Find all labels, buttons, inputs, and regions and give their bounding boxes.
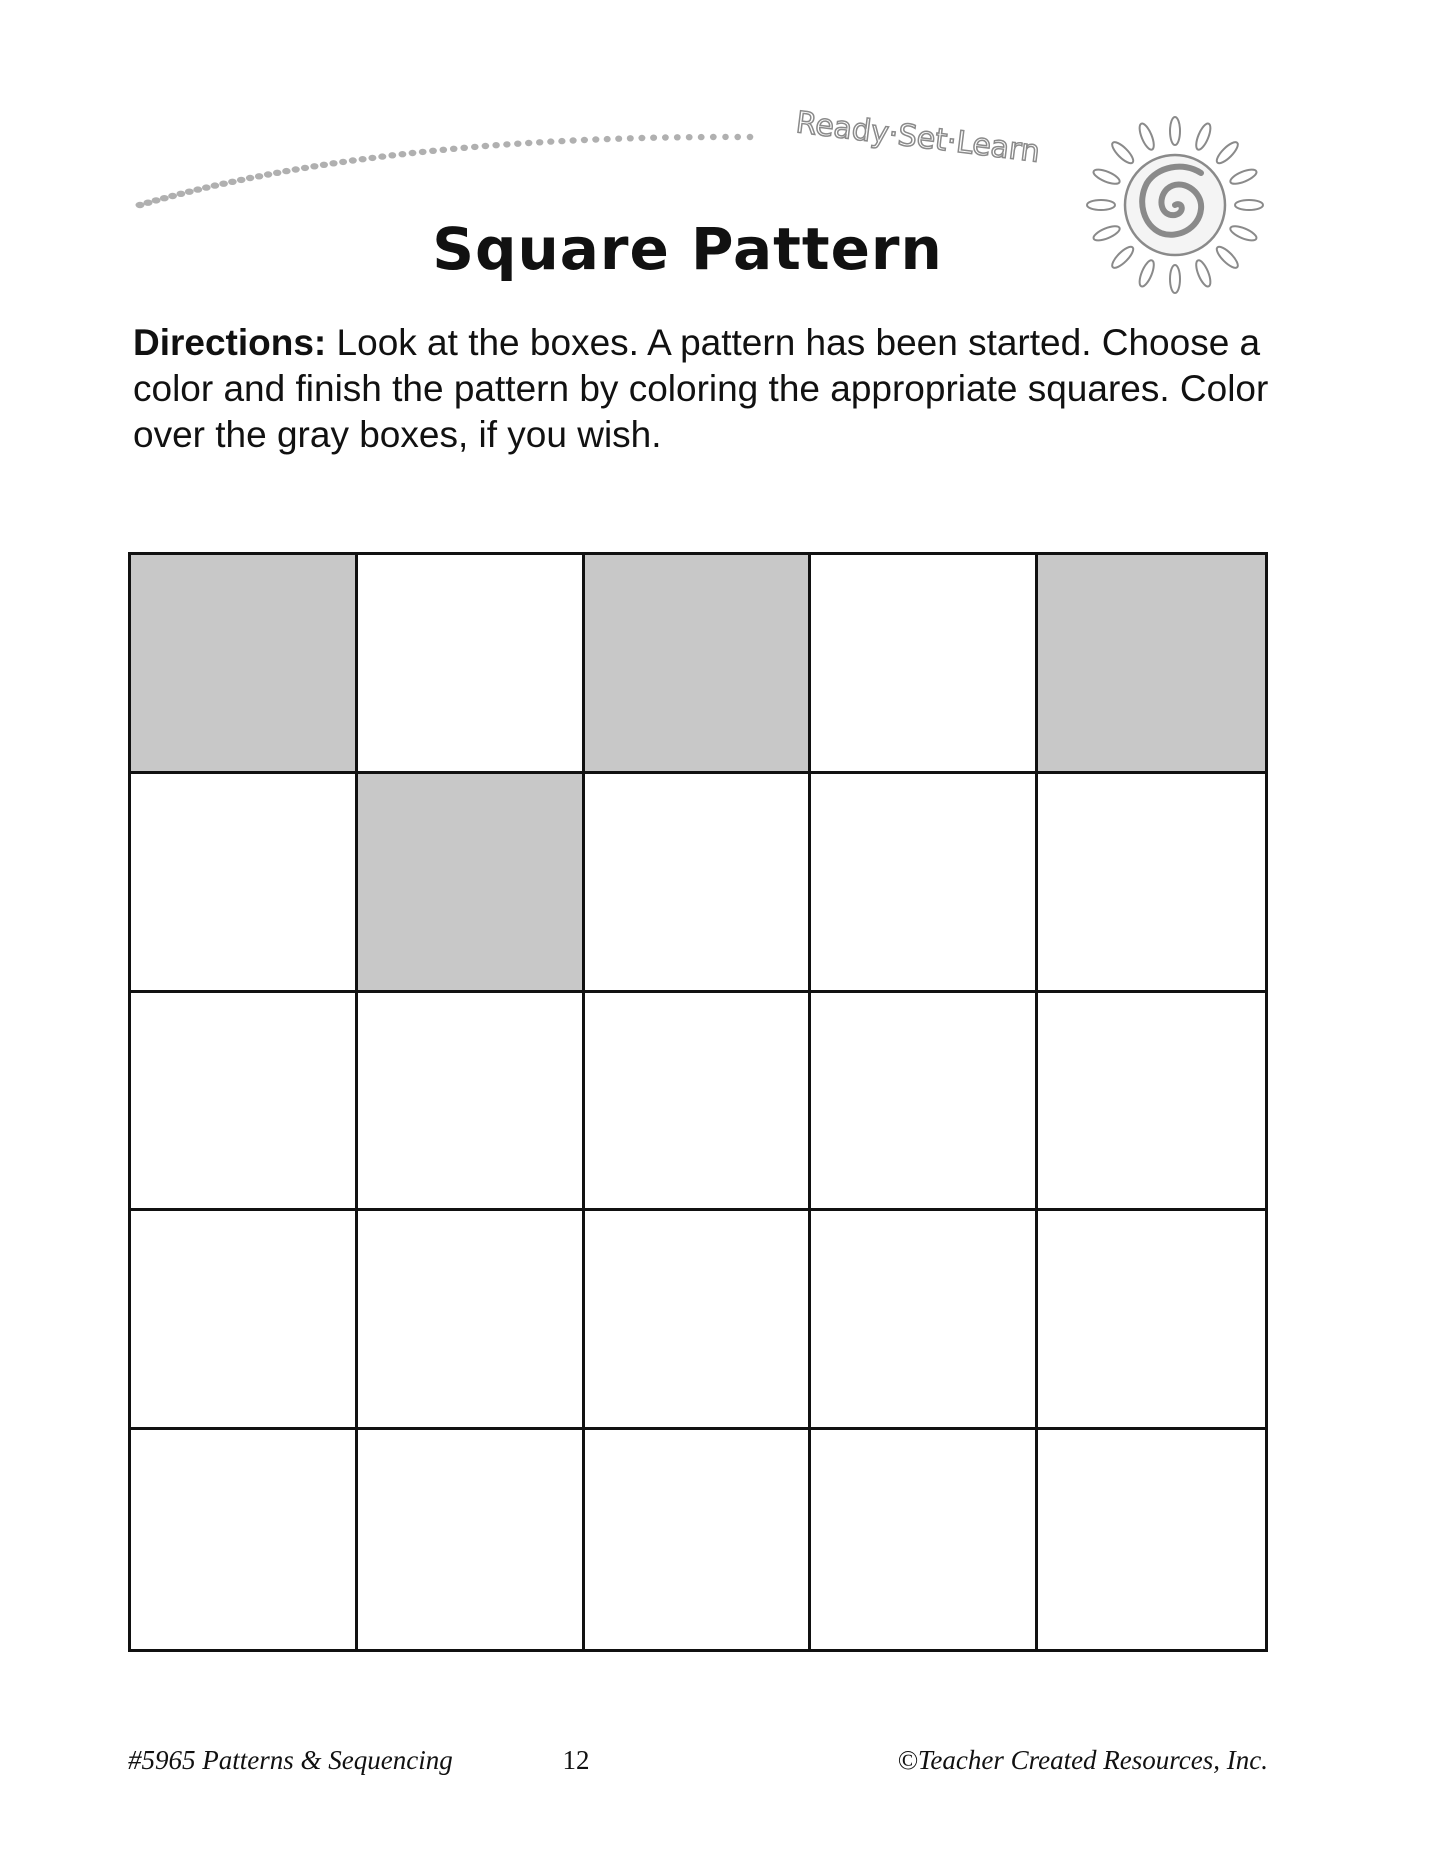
trail-dot — [292, 166, 300, 172]
grid-cell-shaded[interactable] — [1038, 555, 1265, 774]
trail-dot — [144, 200, 153, 206]
trail-dot — [409, 150, 417, 156]
trail-dot — [662, 134, 669, 140]
trail-dot — [536, 139, 543, 145]
sun-ray — [1137, 122, 1157, 152]
trail-dot — [282, 168, 290, 174]
grid-cell[interactable] — [358, 1430, 585, 1649]
trail-dot — [570, 137, 577, 143]
sun-ray — [1229, 167, 1259, 187]
trail-dot — [419, 149, 427, 155]
sun-ray — [1109, 139, 1136, 166]
trail-dot — [615, 136, 622, 142]
grid-cell[interactable] — [811, 1211, 1038, 1430]
grid-cell[interactable] — [811, 1430, 1038, 1649]
trail-dot — [246, 175, 254, 181]
trail-dot — [747, 134, 754, 140]
trail-dot — [399, 151, 407, 157]
trail-dot — [581, 137, 588, 143]
trail-dot — [301, 165, 309, 171]
grid-cell[interactable] — [585, 1430, 812, 1649]
grid-cell[interactable] — [358, 555, 585, 774]
trail-dot — [734, 134, 741, 140]
trail-dot — [359, 156, 367, 162]
directions-label: Directions: — [133, 322, 327, 363]
trail-dot — [627, 135, 634, 141]
trail-dot — [185, 189, 194, 195]
footer-book-title: #5965 Patterns & Sequencing — [128, 1745, 453, 1775]
trail-dot — [429, 148, 437, 154]
trail-dot — [136, 202, 145, 208]
trail-dot — [674, 134, 681, 140]
pattern-grid — [128, 552, 1268, 1652]
grid-cell[interactable] — [811, 555, 1038, 774]
sun-ray — [1170, 117, 1180, 145]
grid-cell[interactable] — [131, 1211, 358, 1430]
trail-dot — [547, 138, 554, 144]
trail-dot — [310, 163, 318, 169]
grid-cell-shaded[interactable] — [131, 555, 358, 774]
grid-cell[interactable] — [1038, 993, 1265, 1212]
trail-dot — [525, 140, 532, 146]
footer — [128, 1745, 1268, 1785]
trail-dot — [339, 159, 347, 165]
grid-cell[interactable] — [811, 993, 1038, 1212]
trail-dot — [219, 181, 228, 187]
trail-dot — [460, 145, 468, 151]
trail-dot — [482, 143, 490, 149]
trail-dot — [686, 134, 693, 140]
trail-dot — [177, 191, 186, 197]
grid-cell[interactable] — [1038, 774, 1265, 993]
dotted-trail-decoration — [136, 134, 754, 209]
grid-cell[interactable] — [585, 993, 812, 1212]
trail-dot — [592, 136, 599, 142]
trail-dot — [638, 135, 645, 141]
grid-cell[interactable] — [1038, 1211, 1265, 1430]
trail-dot — [722, 134, 729, 140]
trail-dot — [650, 135, 657, 141]
trail-dot — [492, 142, 499, 148]
grid-cell[interactable] — [358, 1211, 585, 1430]
trail-dot — [440, 147, 448, 153]
trail-dot — [228, 179, 237, 185]
trail-dot — [604, 136, 611, 142]
trail-dot — [710, 134, 717, 140]
trail-dot — [211, 182, 220, 188]
sun-ray — [1087, 200, 1115, 210]
directions-text: Look at the boxes. A pattern has been started. Choose a color and finish the pattern by coloring the appropriate squares. Color over the gray boxes, if you wish. — [133, 322, 1269, 455]
grid-cell[interactable] — [131, 1430, 358, 1649]
trail-dot — [698, 134, 705, 140]
trail-dot — [368, 155, 376, 161]
trail-dot — [503, 141, 510, 147]
grid-cell[interactable] — [1038, 1430, 1265, 1649]
trail-dot — [320, 162, 328, 168]
trail-dot — [471, 144, 479, 150]
brand-logo-text: Ready·Set·Learn — [794, 105, 1042, 170]
trail-dot — [255, 173, 263, 179]
trail-dot — [168, 193, 177, 199]
grid-cell-shaded[interactable] — [358, 774, 585, 993]
trail-dot — [378, 153, 386, 159]
trail-dot — [349, 157, 357, 163]
trail-dot — [152, 197, 161, 203]
grid-cell[interactable] — [585, 1211, 812, 1430]
trail-dot — [193, 186, 202, 192]
trail-dot — [237, 177, 246, 183]
grid-cell[interactable] — [585, 774, 812, 993]
page-title: Square Pattern — [432, 215, 943, 283]
footer-page-number: 12 — [562, 1745, 590, 1775]
sun-ray — [1193, 122, 1213, 152]
sun-ray — [1235, 200, 1263, 210]
grid-cell[interactable] — [811, 774, 1038, 993]
footer-copyright: ©Teacher Created Resources, Inc. — [897, 1745, 1268, 1775]
trail-dot — [202, 184, 211, 190]
trail-dot — [558, 138, 565, 144]
trail-dot — [329, 160, 337, 166]
trail-dot — [273, 170, 281, 176]
trail-dot — [264, 171, 272, 177]
trail-dot — [388, 152, 396, 158]
directions-paragraph — [133, 320, 1273, 458]
trail-dot — [514, 141, 521, 147]
sun-ray — [1092, 167, 1122, 187]
sun-ray — [1214, 139, 1241, 166]
trail-dot — [160, 195, 169, 201]
grid-cell[interactable] — [358, 993, 585, 1212]
grid-cell-shaded[interactable] — [585, 555, 812, 774]
grid-cell[interactable] — [131, 774, 358, 993]
grid-cell[interactable] — [131, 993, 358, 1212]
trail-dot — [450, 146, 458, 152]
